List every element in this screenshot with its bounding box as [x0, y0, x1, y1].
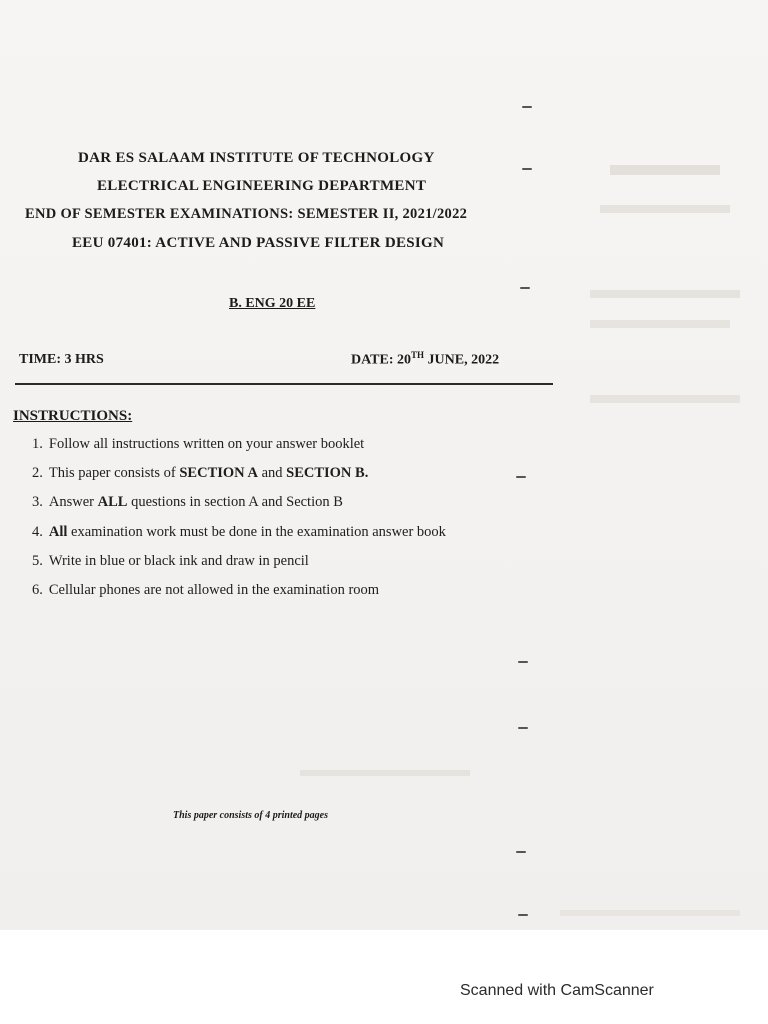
- instruction-item: 4. All examination work must be done in the examination answer book: [32, 523, 446, 540]
- scan-speck: [522, 168, 532, 170]
- program-code: B. ENG 20 EE: [229, 296, 316, 311]
- camscanner-watermark: Scanned with CamScanner: [460, 982, 654, 999]
- instruction-item: 1. Follow all instructions written on your answer booklet: [32, 436, 365, 452]
- institute-name: DAR ES SALAAM INSTITUTE OF TECHNOLOGY: [78, 150, 435, 166]
- page-count-note: This paper consists of 4 printed pages: [173, 810, 329, 821]
- scan-speck: [522, 106, 532, 108]
- department-name: ELECTRICAL ENGINEERING DEPARTMENT: [97, 178, 427, 194]
- scan-speck: [516, 851, 526, 853]
- scan-speck: [520, 287, 530, 289]
- bleed-through-mark: [560, 910, 740, 916]
- instructions-list: [32, 436, 446, 611]
- course-title: EEU 07401: ACTIVE AND PASSIVE FILTER DESIGN: [72, 235, 445, 251]
- exam-duration: TIME: 3 HRS: [19, 352, 104, 367]
- instruction-item: 2. This paper consists of SECTION A and SECTION B.: [32, 465, 369, 482]
- bleed-through-mark: [610, 165, 720, 175]
- exam-title: END OF SEMESTER EXAMINATIONS: SEMESTER II, 2021/2022: [25, 206, 468, 222]
- bleed-through-mark: [590, 320, 730, 328]
- bleed-through-mark: [600, 205, 730, 213]
- bleed-through-mark: [590, 395, 740, 403]
- bleed-through-mark: [300, 770, 470, 776]
- scan-speck: [518, 914, 528, 916]
- header-divider: [15, 383, 553, 385]
- instructions-title: INSTRUCTIONS:: [13, 408, 133, 424]
- date-label: DATE:: [351, 352, 394, 368]
- instruction-item: 5. Write in blue or black ink and draw in pencil: [32, 552, 309, 569]
- scan-speck: [518, 727, 528, 729]
- date-rest: JUNE, 2022: [427, 352, 500, 368]
- bleed-through-mark: [590, 290, 740, 298]
- date-day: 20: [397, 352, 412, 368]
- scan-speck: [516, 476, 526, 478]
- exam-date: [351, 350, 499, 369]
- scan-speck: [518, 661, 528, 663]
- date-suffix: TH: [411, 350, 425, 360]
- instruction-item: 3. Answer ALL questions in section A and Section B: [32, 494, 343, 511]
- instruction-item: 6. Cellular phones are not allowed in the examination room: [32, 581, 380, 598]
